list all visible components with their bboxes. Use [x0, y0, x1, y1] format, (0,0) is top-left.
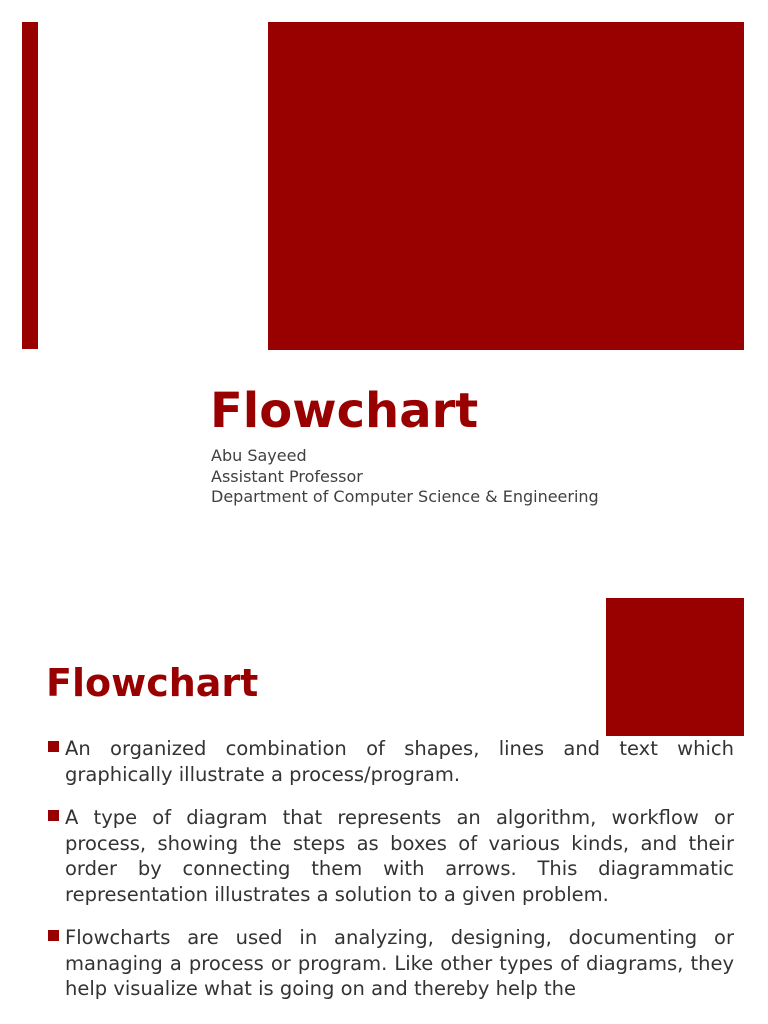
- accent-block: [268, 22, 744, 350]
- subtitle-block: [211, 446, 599, 508]
- content-slide: [0, 560, 768, 1024]
- square-bullet-icon: [48, 810, 59, 821]
- author-position: Assistant Professor: [211, 466, 363, 486]
- bullet-text: An organized combination of shapes, lines and text which graphically illustrate a process/program.: [65, 737, 734, 786]
- slide-title: Flowchart: [46, 661, 259, 705]
- slide-title: Flowchart: [210, 383, 479, 439]
- bullet-item: [46, 805, 734, 907]
- square-bullet-icon: [48, 930, 59, 941]
- bullet-text: A type of diagram that represents an algorithm, workflow or process, showing the steps as boxes of various kinds, and their order by connecting them with arrows. This diagrammatic representation illustrates a solution to a given problem.: [65, 806, 734, 906]
- bullet-item: [46, 736, 734, 787]
- author-name: Abu Sayeed: [211, 446, 307, 465]
- bullet-list: [46, 736, 734, 1020]
- bullet-text: Flowcharts are used in analyzing, designing, documenting or managing a process or program. Like other types of diagrams, they help visualize what is going on and thereby help the: [65, 926, 734, 1000]
- accent-block: [606, 598, 744, 736]
- author-department: Department of Computer Science & Engineering: [211, 487, 599, 506]
- accent-bar: [22, 22, 38, 349]
- square-bullet-icon: [48, 741, 59, 752]
- bullet-item: [46, 925, 734, 1002]
